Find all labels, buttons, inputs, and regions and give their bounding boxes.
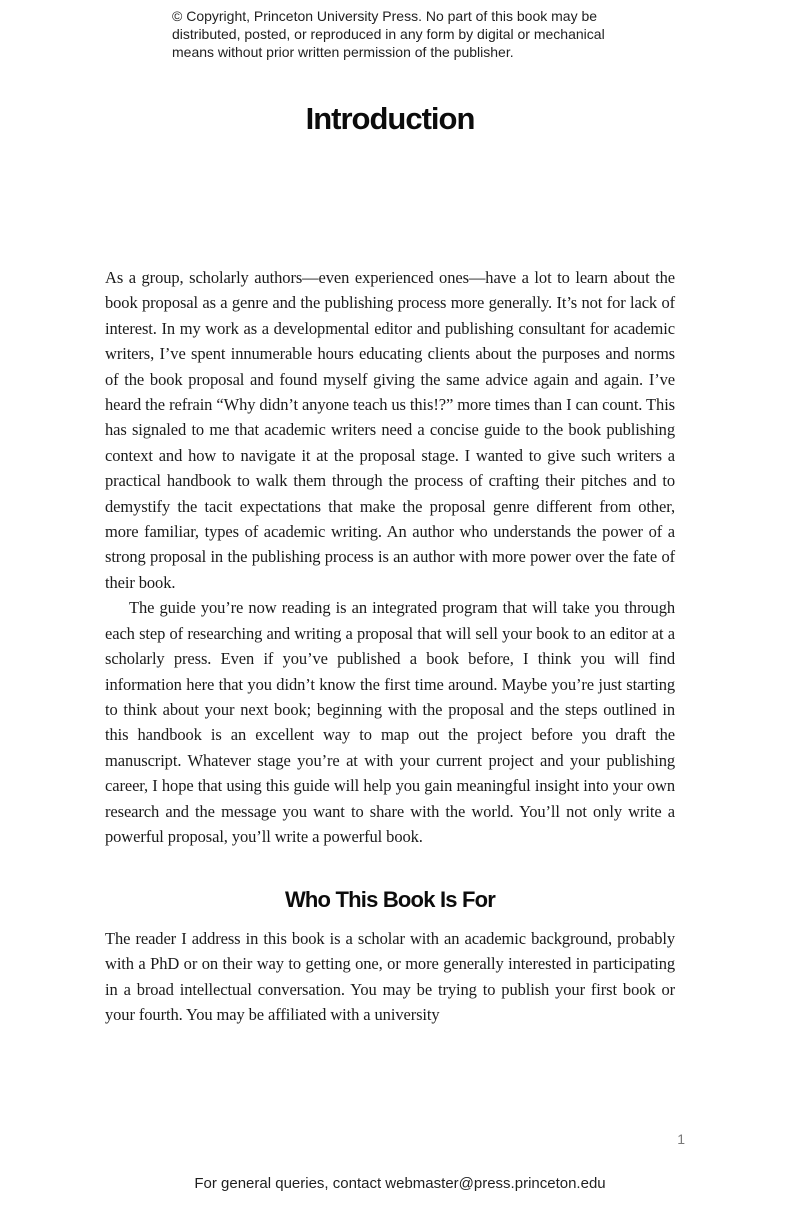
section-heading: Who This Book Is For xyxy=(284,887,496,913)
copyright-line: © Copyright, Princeton University Press. No part of this book may be xyxy=(172,8,598,24)
body-paragraph: The reader I address in this book is a scholar with an academic background, probably with a PhD or on their way to getting one, or more generally interested in participating in a broad intellectual conversation. You may be trying to publish your first book or your fourth. You may be affiliated with a university xyxy=(105,928,675,1024)
footer-contact: For general queries, contact webmaster@press.princeton.edu xyxy=(194,1175,606,1192)
body-paragraph: As a group, scholarly authors—even experienced ones—have a lot to learn about the book proposal as a genre and the publishing process more generally. It’s not for lack of interest. In my work as a developmental editor and publishing consultant for academic writers, I’ve spent innumerable hours educating clients about the purposes and norms of the book proposal and found myself giving the same advice again and again. I’ve heard the refrain “Why didn’t anyone teach us this!?” more times than I can count. This has signaled to me that academic writers need a concise guide to the book publishing context and how to navigate it at the proposal stage. I wanted to give such writers a practical handbook to walk them through the process of crafting their pitches and to demystify the tacit expectations that make the proposal genre different from other, more familiar, types of academic writing. An author who understands the power of a strong proposal in the publishing process is an author with more power over the fate of their book. xyxy=(105,268,675,592)
body-paragraph: The guide you’re now reading is an integrated program that will take you through each step of researching and writing a proposal that will sell your book to an editor at a scholarly press. Even if you’ve published a book before, I think you will find information here that you didn’t know the first time around. Maybe you’re just starting to think about your next book; beginning with the proposal and the steps outlined in this handbook is an excellent way to map out the project before you draft the manuscript. Whatever stage you’re at with your current project and your publishing career, I hope that using this guide will help you gain meaningful insight into your own research and the message you want to share with the world. You’ll not only write a powerful proposal, you’ll write a powerful book. xyxy=(105,598,675,846)
copyright-line: distributed, posted, or reproduced in any form by digital or mechanical xyxy=(172,26,605,42)
text-block xyxy=(105,0,675,1027)
copyright-line: means without prior written permission of the publisher. xyxy=(172,44,514,60)
body-text xyxy=(105,265,675,1027)
page-number: 1 xyxy=(677,1131,685,1147)
chapter-title: Introduction xyxy=(305,101,475,136)
